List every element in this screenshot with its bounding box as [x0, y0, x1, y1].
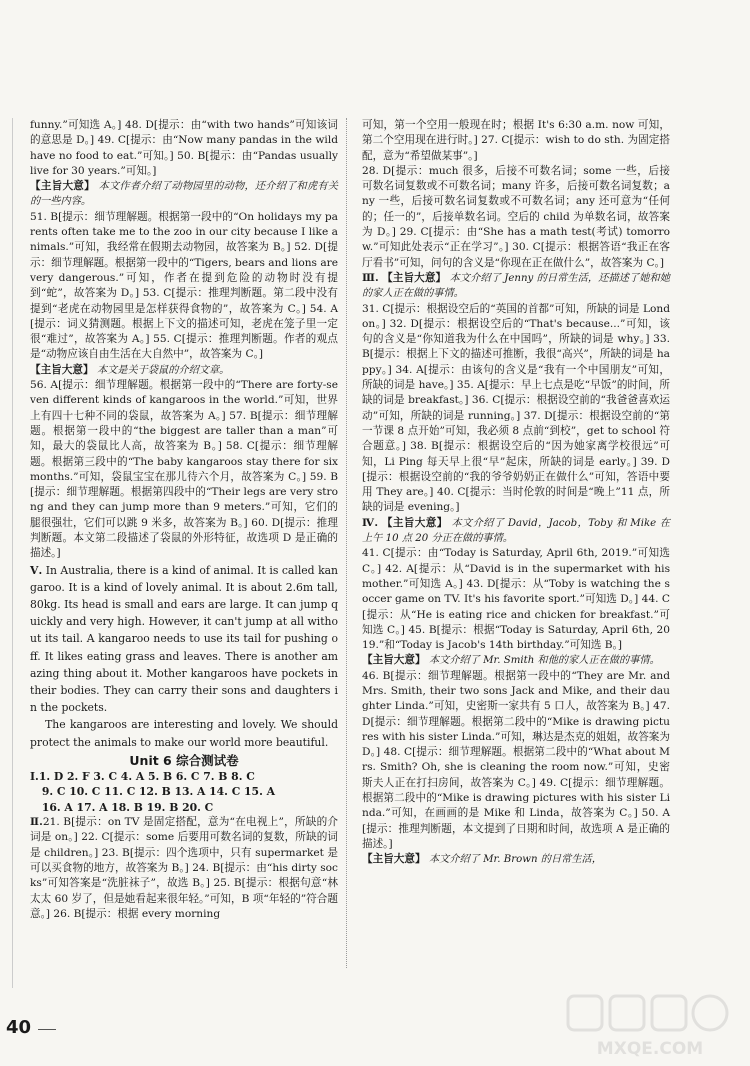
main-idea — [362, 653, 670, 668]
answer-key-row: 16. A 17. A 18. B 19. B 20. C — [41, 800, 214, 814]
answer-paragraph: 可知，第一个空用一般现在时；根据 It's 6:30 a.m. now 可知，第二个空用现在进行时。] 27. C[提示：wish to do sth. 为固定搭配，意为“希望做某事”。] — [362, 119, 670, 162]
section-number: Ⅲ. — [362, 271, 379, 284]
watermark-text: MXQE.COM — [596, 1039, 704, 1059]
main-idea — [362, 271, 670, 302]
main-idea-text: 本文介绍了 Jenny 的日常生活，还描述了她和她的家人正在做的事情。 — [362, 272, 670, 300]
main-idea-label: 【主旨大意】 — [362, 654, 426, 667]
writing-passage-1 — [30, 562, 338, 717]
main-idea-label: 【主旨大意】 — [30, 363, 94, 376]
column-divider — [346, 118, 347, 968]
page-number-rule — [38, 1029, 56, 1030]
answer-paragraph: funny.”可知选 A。] 48. D[提示：由“with two hands”可知该词的意思是 D。] 49. C[提示：由“Now many pandas in the wild have no food to eat.”可知。] 50. B[提示：由“Pandas usually live for 30 years.”可知。] — [30, 119, 338, 177]
main-idea — [30, 179, 338, 210]
main-idea-text: 本文介绍了 David，Jacob，Toby 和 Mike 在上午 10 点 20 分正在做的事情。 — [362, 517, 670, 545]
left-column — [30, 118, 338, 922]
writing-passage-2: The kangaroos are interesting and lovely. We should protect the animals to make our world more beautiful. — [30, 718, 338, 749]
main-idea-label: 【主旨大意】 — [381, 516, 448, 529]
section-number: Ⅳ. — [362, 516, 379, 529]
main-idea-text: 本文作者介绍了动物园里的动物，还介绍了和虎有关的一些内容。 — [30, 181, 339, 208]
page-number: 40 — [6, 1017, 32, 1038]
section-number: Ⅰ. — [30, 770, 39, 784]
answer-paragraph: 51. B[提示：细节理解题。根据第一段中的“On holidays my parents often take me to the zoo in our city because I like animals.”可知，我经常在假期去动物园，故答案为 B。] 52. D[提示：细节理解题。根据第一段中的“Tigers, bears and lions are very dangerous.”可知，作者在提到危险的动物时没有提到“蛇”，故答案为 D。] 53. C[提示：推理判断题。第二段中没有提到“老虎在动物园里是怎样获得食物的”，故答案为 C。] 54. A[提示：词义猜测题。根据上下文的描述可知，老虎在笼子里一定很“难过”，故答案为 A。] 55. C[提示：推理判断题。作者的观点是“动物应该自由生活在大自然中”，故答案为 C。] — [30, 210, 339, 361]
main-idea-label: 【主旨大意】 — [382, 271, 447, 284]
answer-paragraph: 28. D[提示：much 很多，后接不可数名词；some 一些，后接可数名词复数或不可数名词；many 许多，后接可数名词复数；any 一些，后接可数名词复数或不可数名词；any 还可意为“任何的；任一的”，后接单数名词。空后的 child 为单数名词，故答案为 D。] 29. C[提示：由“She has a math test(考试) tomorrow.”可知此处表示“正在学习”。] 30. C[提示：根据答语“我正在客厅看书”可知，问句的含义是“你现在正在做什么”，故答案为 C。] — [362, 164, 670, 269]
answer-paragraph: 46. B[提示：细节理解题。根据第一段中的“They are Mr. and Mrs. Smith, their two sons Jack and Mike, and their daughter Linda.”可知，史密斯一家共有 5 口人，故答案为 B。] 47. D[提示：细节理解题。根据第二段中的“Mike is drawing pictures with his sister Linda.”可知，琳达是杰克的姐姐，故答案为 D。] 48. C[提示：细节理解题。根据第二段中的“What about Mrs. Smith? Oh, she is cleaning the room now.”可知，史密斯夫人正在打扫房间，故答案为 C。] 49. C[提示：细节理解题。根据第二段中的“Mike is drawing pictures with his sister Linda.”可知，在画画的是 Mike 和 Linda，故答案为 C。] 50. A[提示：推理判断题，本文提到了日期和时间，故选项 A 是正确的描述。] — [362, 669, 670, 850]
section-number: Ⅴ. — [30, 563, 43, 577]
main-idea-label: 【主旨大意】 — [30, 180, 95, 193]
main-idea-label: 【主旨大意】 — [362, 853, 426, 866]
right-column — [362, 118, 670, 868]
left-margin-rule — [12, 118, 13, 988]
answer-paragraph: 31. C[提示：根据设空后的“英国的首都”可知，所缺的词是 London。] 32. D[提示：根据设空后的“That's because...”可知，该句的含义是“你知道我为什么在中国吗”，所缺的词是 why。] 33. B[提示：根据上下文的描述可推断，我很“高兴”，所缺的词是 happy。] 34. A[提示：由该句的含义是“我有一个中国朋友”可知，所缺的词是 have。] 35. A[提示：早上七点是吃“早饭”的时间，所缺的词是 breakfast。] 36. C[提示：根据设空前的“我爸爸喜欢运动”可知，所缺的词是 running。] 37. D[提示：根据设空前的“第一节课 8 点开始”可知，我必须 8 点前“到校”，get to school 符合题意。] 38. B[提示：根据设空后的“因为她家离学校很远”可知，Li Ping 每天早上很“早”起床，所缺的词是 early。] 39. D[提示：根据设空前的“我的爷爷奶奶正在做什么”可知，答语中要用 They are。] 40. C[提示：当时伦敦的时间是“晚上”11 点，所缺的词是 evening。] — [362, 302, 670, 514]
section-number: Ⅱ. — [30, 816, 43, 829]
main-idea — [362, 516, 670, 547]
answer-key-row — [30, 769, 338, 784]
main-idea — [30, 363, 338, 378]
main-idea — [362, 852, 670, 867]
answer-paragraph — [30, 815, 338, 922]
main-idea-text: 本文介绍了 Mr. Smith 和他的家人正在做的事情。 — [428, 655, 660, 667]
answer-paragraph: 56. A[提示：细节理解题。根据第一段中的“There are forty-seven different kinds of kangaroos in the world.”可知，世界上有四十七种不同的袋鼠，故答案为 A。] 57. B[提示：细节理解题。根据第一段中的“the biggest are taller than a man”可知，最大的袋鼠比人高，故答案为 B。] 58. C[提示：细节理解题。根据第三段中的“The baby kangaroos stay there for six months.”可知，袋鼠宝宝在那儿待六个月，故答案为 C。] 59. B[提示：细节理解题。根据第四段中的“Their legs are very strong and they can jump more than 9 meters.”可知，它们的腿很强壮，它们可以跳 9 米多，故答案为 B。] 60. D[提示：推理判断题。本文第二段描述了袋鼠的外形特征，故选项 D 是正确的描述。] — [30, 379, 338, 560]
main-idea-text: 本文介绍了 Mr. Brown 的日常生活， — [428, 854, 602, 866]
answer-key-row: 9. C 10. C 11. C 12. B 13. A 14. C 15. A — [41, 785, 275, 799]
watermark-logo-icon — [560, 992, 740, 1062]
passage-text: In Australia, there is a kind of animal. It is called kangaroo. It is a kind of lovely animal. It is about 2.6m tall, 80kg. Its head is small and ears are large. It can jump quickly and very high. However, it can't jump at all without its tail. A kangaroo needs to use its tail for pushing off. It likes eating grass and leaves. There is another amazing thing about it. Mother kangaroos have pockets in their bodies. They can carry their sons and daughters in the pockets. — [30, 563, 338, 715]
answer-paragraph-text: 21. B[提示：on TV 是固定搭配，意为“在电视上”，所缺的介词是 on。] 22. C[提示：some 后要用可数名词的复数，所缺的词是 children。] 23. B[提示：四个选项中，只有 supermarket 是可以买食物的地方，故答案为 B。] 24. B[提示：由“his dirty socks”可知答案是“洗脏袜子”，故选 B。] 25. B[提示：根据句意“林太太 60 岁了，但是她看起来很年轻。”可知，B 项“年轻的”符合题意。] 26. B[提示：根据 every morning — [30, 816, 338, 920]
unit-title: Unit 6 综合测试卷 — [129, 752, 239, 768]
answer-paragraph: 41. C[提示：由“Today is Saturday, April 6th, 2019.”可知选 C。] 42. A[提示：从“David is in the supermarket with his mother.”可知选 A。] 43. D[提示：从“Toby is watching the soccer game on TV. It's his favorite sport.”可知选 D。] 44. C[提示：从“He is eating rice and chicken for breakfast.”可知选 C。] 45. B[提示：根据“Today is Saturday, April 6th, 2019.”和“Today is Jacob's 14th birthday.”可知选 B。] — [362, 547, 670, 652]
main-idea-text: 本文是关于袋鼠的介绍文章。 — [96, 364, 230, 376]
answer-key-text: 1. D 2. F 3. C 4. A 5. B 6. C 7. B 8. C — [38, 770, 255, 784]
